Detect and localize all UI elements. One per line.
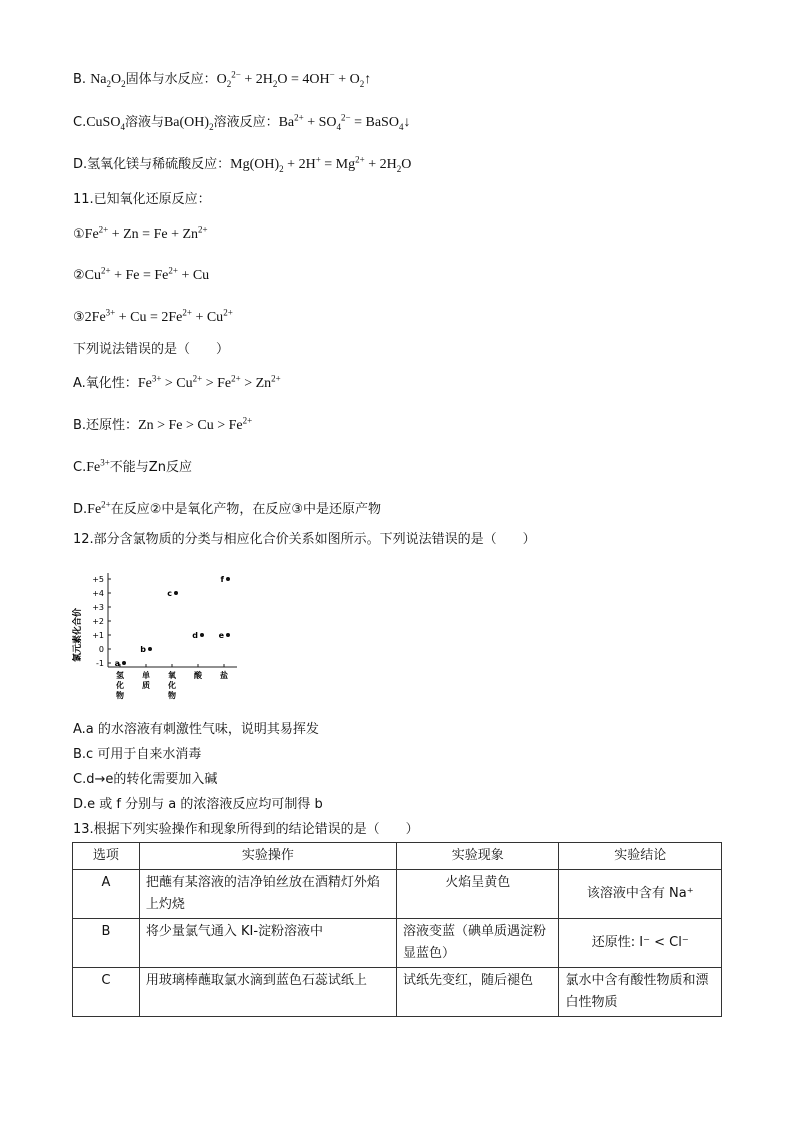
experiment-table [72,842,722,1017]
table-row [73,919,722,968]
row-conclusion: 该溶液中含有 Na⁺ [559,870,722,919]
category-label: 物 [116,691,124,700]
category-label: 化 [168,681,176,690]
formula: $Na_2O_2$ [90,72,126,89]
chart-categories [115,664,228,700]
row-phenomenon: 试纸先变红，随后褪色 [396,968,559,1017]
header-phenomenon: 实验现象 [396,843,559,870]
q12-option-d: D.e 或 f 分别与 a 的浓溶液反应均可制得 b [73,797,323,812]
reaction-number: ② [73,268,85,283]
equation: $Fe^{2+} + Zn = Fe + Zn^{2+}$ [84,224,208,242]
q12-stem: 12.部分含氯物质的分类与相应化合价关系如图所示。下列说法错误的是（ ） [73,532,536,547]
equation: $Cu^{2+} + Fe = Fe^{2+} + Cu$ [84,265,210,283]
option-text: 不能与Zn反应 [109,460,192,475]
row-phenomenon: 溶液变蓝（碘单质遇淀粉显蓝色） [396,919,559,968]
q11-stem: 11.已知氧化还原反应： [73,192,211,207]
reaction-number: ① [73,227,85,242]
option-label: A.氧化性： [73,376,138,391]
row-operation: 把蘸有某溶液的洁净铂丝放在酒精灯外焰上灼烧 [139,870,396,919]
point-a [122,661,126,665]
option-label: B.还原性： [73,418,139,433]
equation: $Ba^{2+} + SO_4^{2-}$ = BaSO$_4$↓ [278,112,411,132]
row-option: C [73,968,140,1017]
point-label-b: b [140,645,146,654]
category-label: 氧 [168,671,176,680]
formula: CuSO$_4$ [86,115,125,132]
q11-option-b [73,415,252,436]
category-label: 物 [168,691,176,700]
table-row [73,968,722,1017]
q11-reaction-3 [73,307,233,328]
option-label: C. [73,115,87,130]
header-operation: 实验操作 [139,843,396,870]
point-label-a: a [114,659,120,668]
reaction-number: ③ [73,310,85,325]
category-label: 化 [116,681,124,690]
q10-option-b [73,69,371,90]
point-f [226,577,230,581]
header-option: 选项 [73,843,140,870]
q11-reaction-1 [73,224,208,245]
category-label: 盐 [220,671,228,680]
formula: $Fe^{3+}$ [86,457,110,475]
row-operation: 用玻璃棒蘸取氯水滴到蓝色石蕊试纸上 [139,968,396,1017]
option-text: 固体与水反应： [125,72,217,87]
equation: $Mg(OH)_2 + 2H^+ = Mg^{2+} + 2H_2O$ [230,154,412,174]
point-c [174,591,178,595]
y-tick-label: +5 [92,575,104,584]
category-label: 酸 [194,671,202,680]
valence-chart [72,565,242,700]
point-label-c: c [167,589,172,598]
table-header-row [73,843,722,870]
chart-ylabel: 氯元素化合价 [73,607,83,663]
q13-stem: 13.根据下列实验操作和现象所得到的结论错误的是（ ） [73,822,419,837]
equation: $2Fe^{3+} + Cu = 2Fe^{2+} + Cu^{2+}$ [84,307,233,325]
point-label-d: d [192,631,198,640]
option-label: B. [73,72,91,87]
q11-reaction-2 [73,265,209,286]
q11-option-c [73,457,192,478]
option-text: 氢氧化镁与稀硫酸反应： [87,157,231,172]
option-text: 溶液反应： [213,115,279,130]
y-tick-label: +2 [92,617,104,626]
q11-option-d [73,499,381,520]
row-conclusion: 还原性: I⁻ < Cl⁻ [559,919,722,968]
formula: $Fe^{2+}$ [87,499,111,517]
formula: $Ba(OH)_2$ [163,115,214,132]
q12-option-c: C.d→e的转化需要加入碱 [73,772,218,787]
category-label: 质 [142,681,150,690]
point-b [148,647,152,651]
option-label: D. [73,502,88,517]
chart-axes [108,573,237,667]
row-option: A [73,870,140,919]
point-label-e: e [218,631,224,640]
option-label: D. [73,157,88,172]
row-operation: 将少量氯气通入 KI-淀粉溶液中 [139,919,396,968]
y-tick-label: -1 [96,659,104,668]
row-phenomenon: 火焰呈黄色 [396,870,559,919]
option-text: 溶液与 [124,115,164,130]
q11-option-a [73,373,281,394]
option-label: C. [73,460,87,475]
category-label: 氢 [116,671,124,680]
row-option: B [73,919,140,968]
point-d [200,633,204,637]
q10-option-d [73,154,411,175]
y-tick-label: +1 [92,631,104,640]
y-tick-label: +3 [92,603,104,612]
q12-option-a: A.a 的水溶液有刺激性气味，说明其易挥发 [73,722,319,737]
header-conclusion: 实验结论 [559,843,722,870]
q10-option-c [73,112,410,133]
option-text: 在反应②中是氧化产物，在反应③中是还原产物 [110,502,382,517]
y-tick-label: +4 [92,589,104,598]
q12-option-b: B.c 可用于自来水消毒 [73,747,202,762]
q11-ask: 下列说法错误的是（ ） [73,342,230,357]
y-tick-label: 0 [98,645,104,654]
equation: $Zn > Fe > Cu > Fe^{2+}$ [138,415,253,433]
point-label-f: f [220,575,224,584]
table-row [73,870,722,919]
category-label: 单 [142,671,150,680]
chart-points [115,575,230,668]
equation: $Fe^{3+} > Cu^{2+} > Fe^{2+} > Zn^{2+}$ [137,373,281,391]
row-conclusion: 氯水中含有酸性物质和漂白性物质 [559,968,722,1017]
point-e [226,633,230,637]
equation: $O_2^{2-} + 2H_2O = 4OH^-$ + $O_2↑$ [216,69,372,89]
